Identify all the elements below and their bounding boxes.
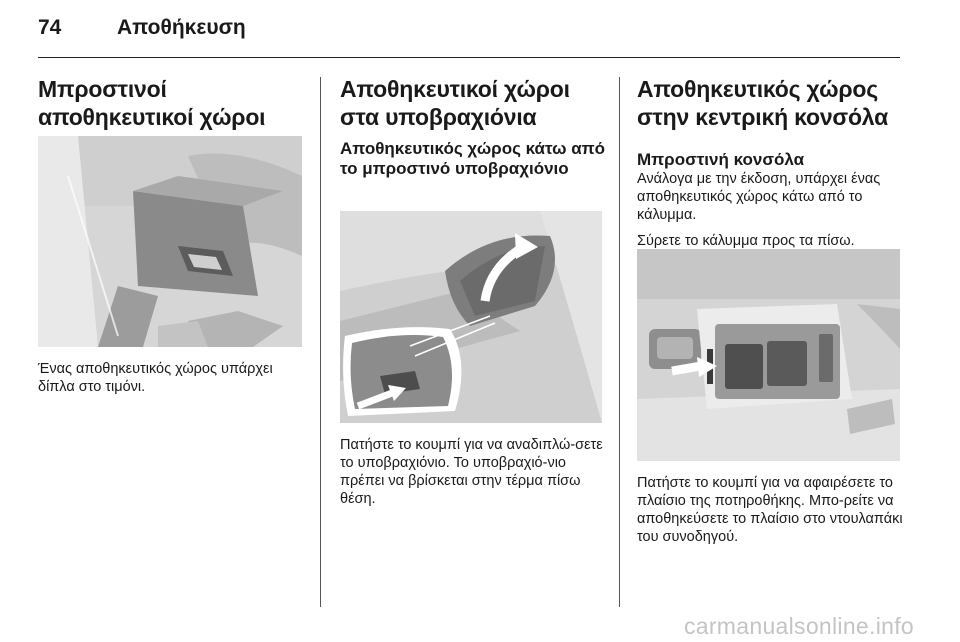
figure-glovebox-near-steering bbox=[38, 136, 302, 347]
figure-front-armrest bbox=[340, 211, 602, 423]
section-heading-center-console: Αποθηκευτικός χώρος στην κεντρική κονσόλα bbox=[637, 76, 889, 130]
page-number: 74 bbox=[38, 16, 62, 39]
column-divider-2 bbox=[619, 77, 620, 607]
watermark: carmanualsonline.info bbox=[683, 613, 914, 639]
subheading-front-console: Μπροστινή κονσόλα bbox=[637, 150, 805, 169]
column-armrest-storage bbox=[340, 75, 606, 179]
figure-center-console-cupholder bbox=[637, 249, 900, 461]
subheading-under-front-armrest: Αποθηκευτικός χώρος κάτω από το μπροστινό υποβραχιόνιο bbox=[340, 139, 606, 178]
body-slide-cover: Σύρετε το κάλυμμα προς τα πίσω. bbox=[637, 233, 855, 249]
section-heading-armrest-storage: Αποθηκευτικοί χώροι στα υποβραχιόνια bbox=[340, 76, 570, 130]
header-rule bbox=[38, 57, 900, 58]
section-heading-front-storage: Μπροστινοί αποθηκευτικοί χώροι bbox=[38, 76, 266, 130]
column-divider-1 bbox=[320, 77, 321, 607]
body-armrest-instructions: Πατήστε το κουμπί για να αναδιπλώ-σετε το υποβραχιόνιο. Το υποβραχιό-νιο πρέπει να βρίσκεται στην τέρμα πίσω θέση. bbox=[340, 437, 603, 507]
column-center-console-storage bbox=[637, 75, 903, 250]
chapter-title: Αποθήκευση bbox=[117, 16, 246, 39]
caption-glovebox: Ένας αποθηκευτικός χώρος υπάρχει δίπλα στο τιμόνι. bbox=[38, 361, 273, 395]
body-console-intro: Ανάλογα με την έκδοση, υπάρχει ένας αποθηκευτικός χώρος κάτω από το κάλυμμα. bbox=[637, 171, 881, 223]
body-cupholder-instructions: Πατήστε το κουμπί για να αφαιρέσετε το πλαίσιο της ποτηροθήκης. Μπο-ρείτε να αποθηκεύσετε το πλαίσιο στο ντουλαπάκι του συνοδηγού. bbox=[637, 475, 903, 545]
column-front-storage bbox=[38, 75, 304, 131]
